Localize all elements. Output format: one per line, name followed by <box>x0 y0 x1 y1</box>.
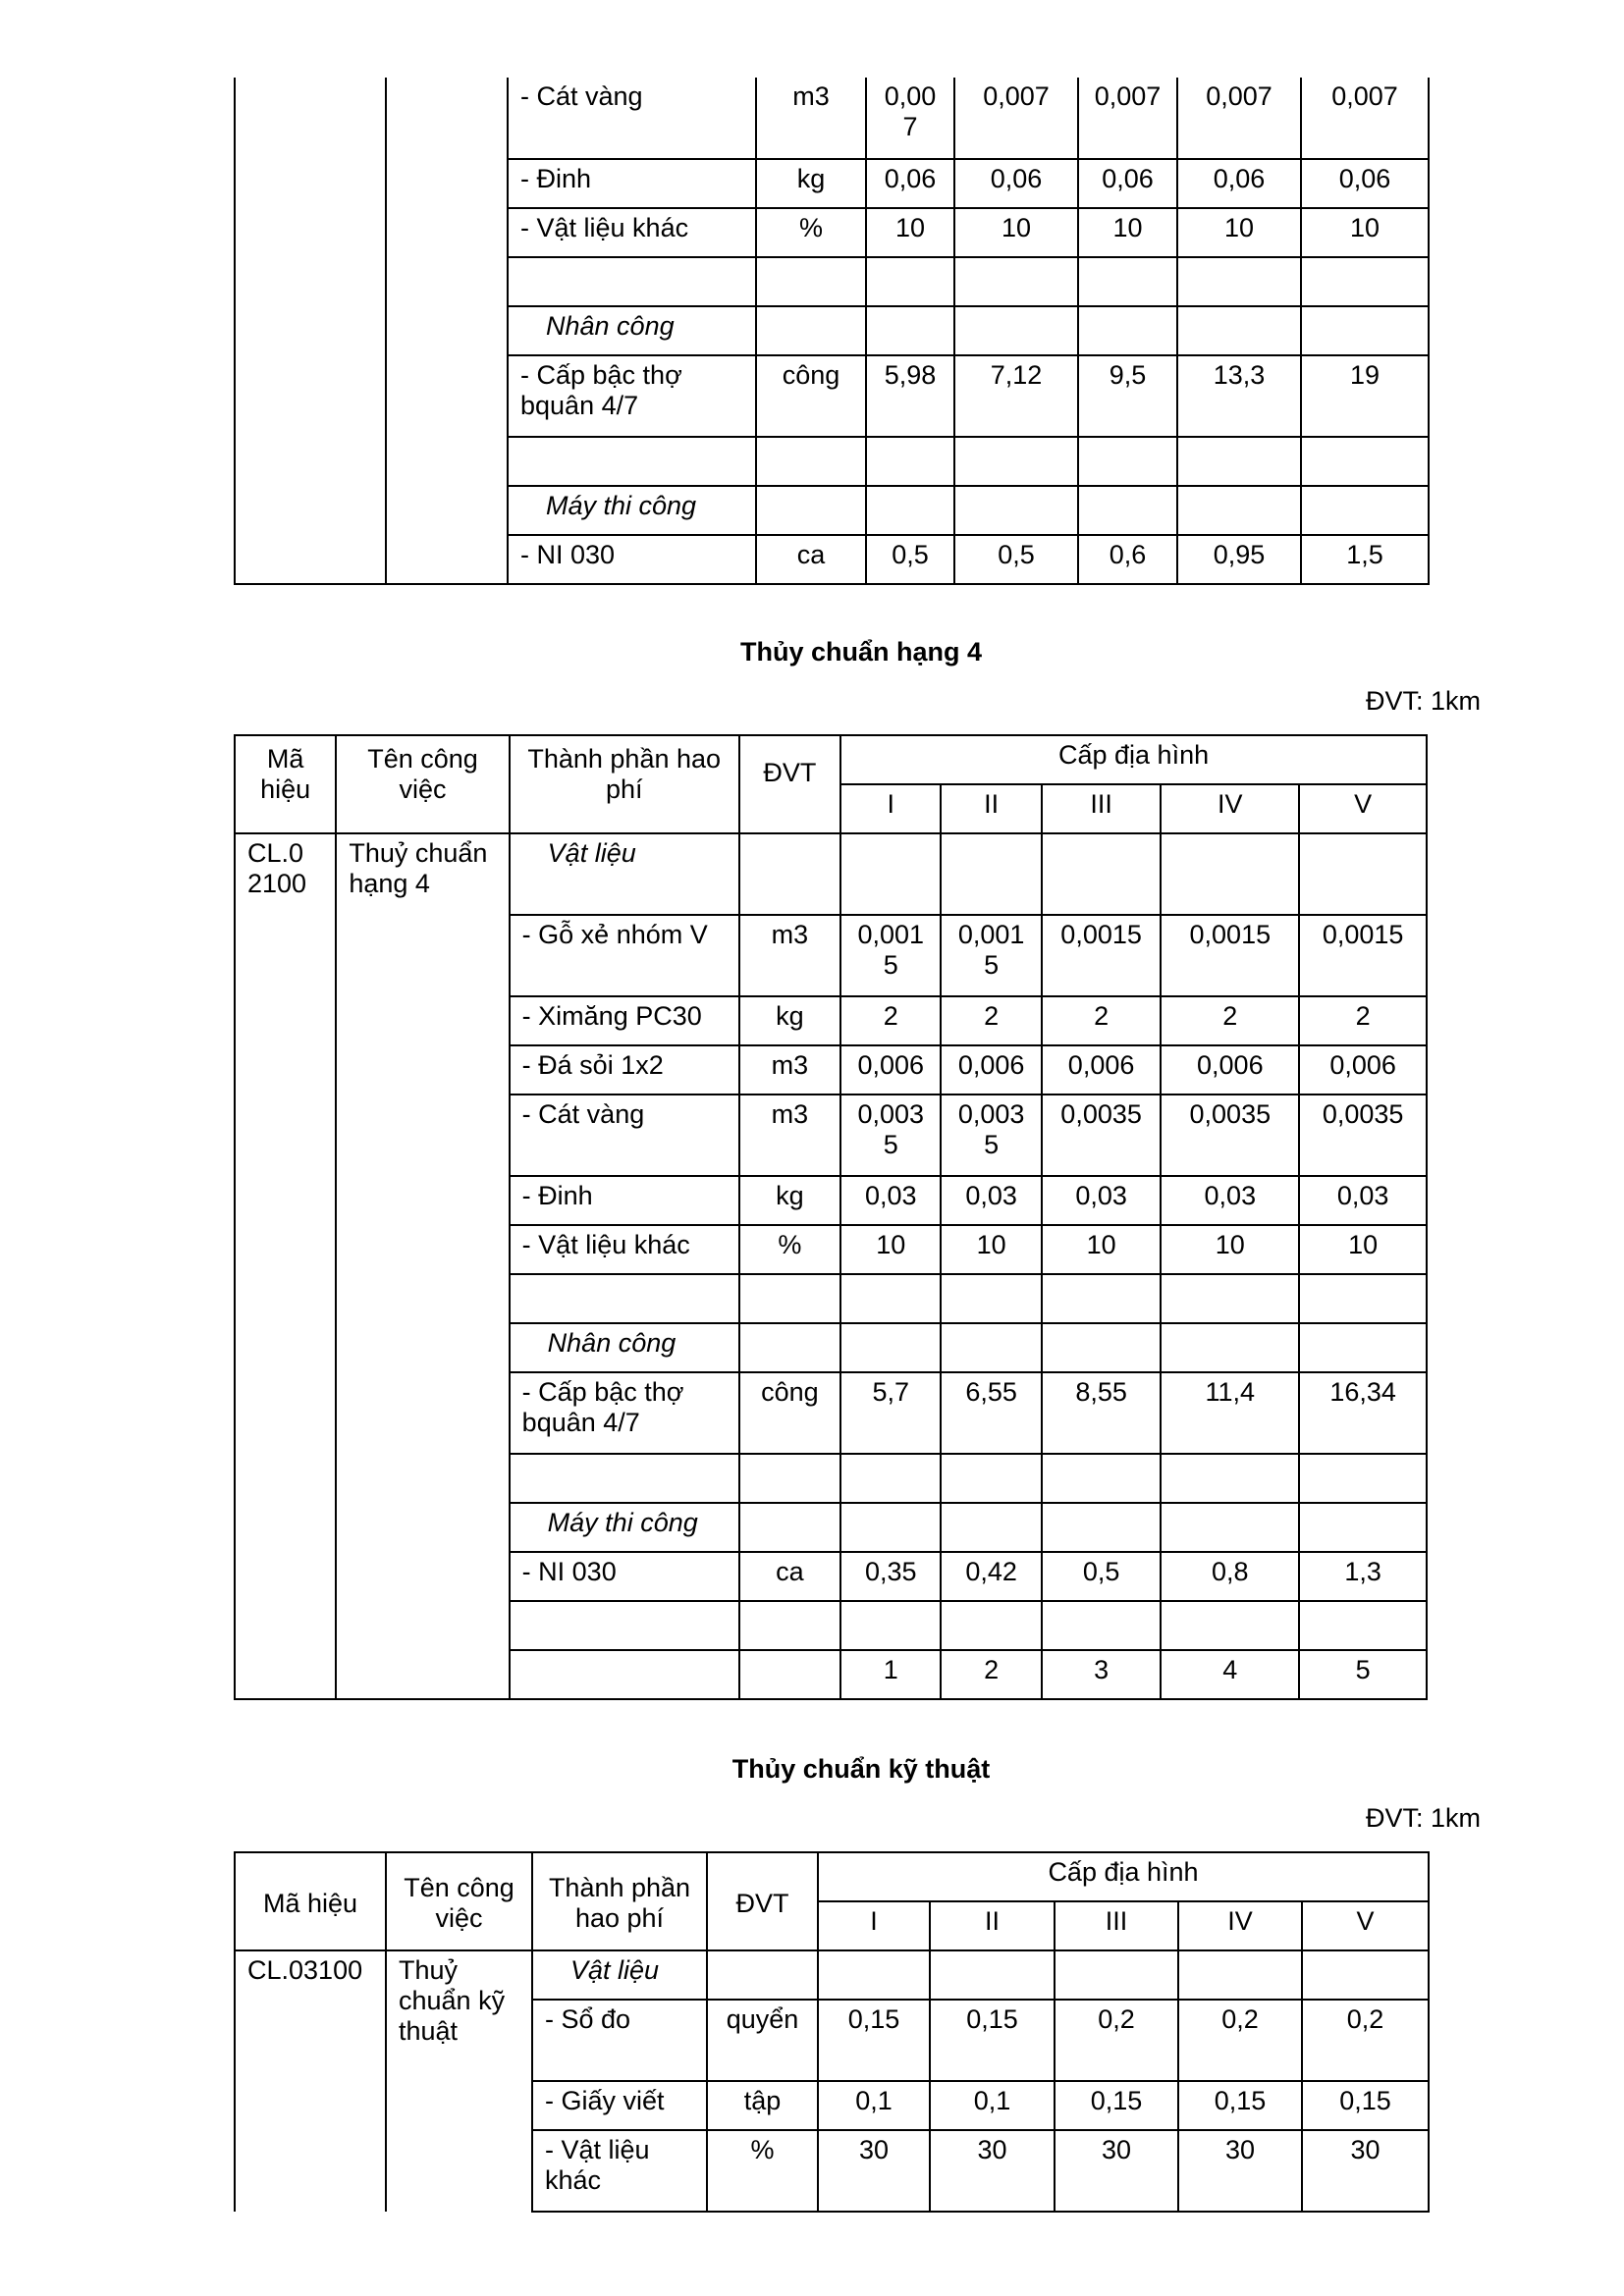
value-cell <box>1161 1323 1299 1372</box>
level-header: III <box>1055 1901 1178 1950</box>
value-cell: 0,5 <box>1042 1552 1162 1601</box>
value-cell <box>1078 257 1177 306</box>
work-name-cell: Thuỷ chuẩn kỹ thuật <box>386 1950 532 2212</box>
component-cell <box>508 257 756 306</box>
value-cell: 0,06 <box>1301 159 1429 208</box>
value-cell <box>1302 1950 1429 2000</box>
unit-cell: ca <box>756 535 866 584</box>
value-cell <box>1161 1274 1299 1323</box>
value-cell: 0,06 <box>866 159 954 208</box>
unit-cell: m3 <box>739 915 840 996</box>
unit-cell <box>739 833 840 915</box>
unit-cell <box>756 437 866 486</box>
component-cell: - NI 030 <box>510 1552 739 1601</box>
component-cell: - Đinh <box>510 1176 739 1225</box>
value-cell <box>1301 437 1429 486</box>
value-cell: 19 <box>1301 355 1429 437</box>
value-cell <box>1078 306 1177 355</box>
value-cell <box>840 1601 941 1650</box>
component-cell: - Giấy viết <box>532 2081 707 2130</box>
value-cell: 0,0015 <box>1161 915 1299 996</box>
value-cell <box>866 257 954 306</box>
component-cell: - NI 030 <box>508 535 756 584</box>
value-cell: 10 <box>866 208 954 257</box>
value-cell: 13,3 <box>1177 355 1301 437</box>
value-cell <box>1299 833 1427 915</box>
table-ky-thuat-body <box>235 1950 1429 2212</box>
unit-note-ky-thuat: ĐVT: 1km <box>1365 1803 1481 1833</box>
unit-cell <box>739 1650 840 1699</box>
level-header: V <box>1299 784 1427 833</box>
table-row <box>235 833 1427 915</box>
value-cell <box>1177 257 1301 306</box>
value-cell <box>941 1323 1041 1372</box>
value-cell: 0,006 <box>1299 1045 1427 1095</box>
component-cell: Máy thi công <box>508 486 756 535</box>
value-cell: 0,6 <box>1078 535 1177 584</box>
value-cell: 30 <box>1055 2130 1178 2212</box>
value-cell: 0,1 <box>818 2081 930 2130</box>
unit-cell: % <box>707 2130 818 2212</box>
value-cell: 5 <box>1299 1650 1427 1699</box>
unit-cell: m3 <box>739 1095 840 1176</box>
value-cell: 0,06 <box>1177 159 1301 208</box>
component-cell: Nhân công <box>508 306 756 355</box>
value-cell <box>840 1323 941 1372</box>
component-cell: - Sổ đo <box>532 2000 707 2081</box>
value-cell: 2 <box>1042 996 1162 1045</box>
value-cell: 0,15 <box>1302 2081 1429 2130</box>
table-continuation-body <box>235 78 1429 584</box>
value-cell: 2 <box>1299 996 1427 1045</box>
value-cell: 1 <box>840 1650 941 1699</box>
component-cell: - Vật liệu khác <box>510 1225 739 1274</box>
value-cell: 0,15 <box>930 2000 1055 2081</box>
value-cell <box>1078 486 1177 535</box>
unit-cell: kg <box>739 996 840 1045</box>
unit-cell: công <box>739 1372 840 1454</box>
unit-cell <box>739 1274 840 1323</box>
component-cell: - Vật liệu khác <box>532 2130 707 2212</box>
value-cell: 10 <box>941 1225 1041 1274</box>
level-header: V <box>1302 1901 1429 1950</box>
value-cell <box>1177 486 1301 535</box>
component-cell <box>510 1274 739 1323</box>
table-row <box>235 78 1429 159</box>
table-thuy-chuan-hang-4 <box>234 734 1428 1700</box>
value-cell: 30 <box>818 2130 930 2212</box>
value-cell: 0,007 <box>1301 78 1429 159</box>
value-cell: 0,8 <box>1161 1552 1299 1601</box>
table-thuy-chuan-ky-thuat <box>234 1851 1430 2213</box>
code-cell: CL.0 2100 <box>235 833 336 1699</box>
value-cell: 0,42 <box>941 1552 1041 1601</box>
value-cell: 3 <box>1042 1650 1162 1699</box>
component-cell: - Cấp bậc thợ bquân 4/7 <box>508 355 756 437</box>
component-cell: Vật liệu <box>532 1950 707 2000</box>
value-cell: 2 <box>840 996 941 1045</box>
component-cell <box>508 437 756 486</box>
value-cell <box>1042 1323 1162 1372</box>
value-cell <box>954 257 1078 306</box>
value-cell: 0,03 <box>1299 1176 1427 1225</box>
header-unit: ĐVT <box>707 1852 818 1950</box>
value-cell <box>1161 1454 1299 1503</box>
value-cell <box>1161 833 1299 915</box>
component-cell: Máy thi công <box>510 1503 739 1552</box>
value-cell: 0,5 <box>866 535 954 584</box>
unit-cell <box>756 486 866 535</box>
component-cell: - Đinh <box>508 159 756 208</box>
component-cell: - Gỗ xẻ nhóm V <box>510 915 739 996</box>
level-header: I <box>840 784 941 833</box>
component-cell: Nhân công <box>510 1323 739 1372</box>
value-cell: 10 <box>1301 208 1429 257</box>
header-terrain: Cấp địa hình <box>818 1852 1429 1901</box>
component-cell: - Cấp bậc thợ bquân 4/7 <box>510 1372 739 1454</box>
value-cell: 30 <box>930 2130 1055 2212</box>
value-cell: 0,006 <box>1042 1045 1162 1095</box>
value-cell: 2 <box>941 996 1041 1045</box>
component-cell: Vật liệu <box>510 833 739 915</box>
component-cell <box>510 1454 739 1503</box>
value-cell: 0,2 <box>1178 2000 1302 2081</box>
value-cell: 9,5 <box>1078 355 1177 437</box>
value-cell: 5,7 <box>840 1372 941 1454</box>
value-cell: 0,003 5 <box>840 1095 941 1176</box>
value-cell: 6,55 <box>941 1372 1041 1454</box>
header-code: Mã hiệu <box>235 1852 386 1950</box>
value-cell <box>1177 437 1301 486</box>
value-cell: 0,0015 <box>1042 915 1162 996</box>
header-name: Tên công việc <box>386 1852 532 1950</box>
value-cell: 0,006 <box>840 1045 941 1095</box>
header-name: Tên công việc <box>336 735 509 833</box>
value-cell: 10 <box>1299 1225 1427 1274</box>
unit-cell: kg <box>739 1176 840 1225</box>
value-cell <box>930 1950 1055 2000</box>
value-cell: 0,0035 <box>1299 1095 1427 1176</box>
value-cell: 0,03 <box>1161 1176 1299 1225</box>
unit-cell <box>756 306 866 355</box>
value-cell: 16,34 <box>1299 1372 1427 1454</box>
component-cell: - Ximăng PC30 <box>510 996 739 1045</box>
value-cell <box>840 833 941 915</box>
work-name-cell: Thuỷ chuẩn hạng 4 <box>336 833 509 1699</box>
value-cell <box>1299 1601 1427 1650</box>
header-unit: ĐVT <box>739 735 840 833</box>
unit-cell: quyển <box>707 2000 818 2081</box>
value-cell <box>840 1454 941 1503</box>
value-cell: 0,003 5 <box>941 1095 1041 1176</box>
value-cell: 0,95 <box>1177 535 1301 584</box>
value-cell <box>941 1274 1041 1323</box>
value-cell <box>866 306 954 355</box>
component-cell: - Cát vàng <box>508 78 756 159</box>
value-cell <box>1161 1601 1299 1650</box>
component-cell <box>510 1601 739 1650</box>
level-header: II <box>930 1901 1055 1950</box>
value-cell <box>1177 306 1301 355</box>
level-header: III <box>1042 784 1162 833</box>
value-cell <box>1299 1454 1427 1503</box>
value-cell <box>1078 437 1177 486</box>
value-cell <box>941 1601 1041 1650</box>
header-terrain: Cấp địa hình <box>840 735 1427 784</box>
value-cell: 5,98 <box>866 355 954 437</box>
value-cell <box>941 1454 1041 1503</box>
unit-cell: ca <box>739 1552 840 1601</box>
value-cell: 4 <box>1161 1650 1299 1699</box>
value-cell <box>1042 833 1162 915</box>
level-header: I <box>818 1901 930 1950</box>
unit-cell: kg <box>756 159 866 208</box>
value-cell <box>840 1274 941 1323</box>
level-header: IV <box>1178 1901 1302 1950</box>
value-cell: 0,0035 <box>1161 1095 1299 1176</box>
value-cell: 0,35 <box>840 1552 941 1601</box>
value-cell: 30 <box>1302 2130 1429 2212</box>
value-cell: 10 <box>1078 208 1177 257</box>
unit-cell: m3 <box>756 78 866 159</box>
unit-cell <box>739 1503 840 1552</box>
unit-cell: m3 <box>739 1045 840 1095</box>
value-cell: 0,001 5 <box>941 915 1041 996</box>
component-cell: - Cát vàng <box>510 1095 739 1176</box>
unit-cell <box>739 1454 840 1503</box>
value-cell: 0,0015 <box>1299 915 1427 996</box>
unit-cell <box>756 257 866 306</box>
value-cell <box>1299 1274 1427 1323</box>
unit-cell: tập <box>707 2081 818 2130</box>
value-cell: 10 <box>954 208 1078 257</box>
table-row <box>235 1950 1429 2000</box>
value-cell <box>1301 257 1429 306</box>
value-cell <box>1161 1503 1299 1552</box>
value-cell <box>818 1950 930 2000</box>
unit-cell <box>739 1323 840 1372</box>
value-cell <box>1042 1454 1162 1503</box>
unit-cell: % <box>739 1225 840 1274</box>
value-cell <box>866 486 954 535</box>
value-cell: 1,5 <box>1301 535 1429 584</box>
component-cell: - Vật liệu khác <box>508 208 756 257</box>
value-cell: 11,4 <box>1161 1372 1299 1454</box>
unit-cell <box>707 1950 818 2000</box>
value-cell <box>1042 1601 1162 1650</box>
value-cell: 0,006 <box>941 1045 1041 1095</box>
section-title-hang-4: Thủy chuẩn hạng 4 <box>739 637 983 667</box>
section-title-ky-thuat: Thủy chuẩn kỹ thuật <box>731 1754 991 1784</box>
value-cell: 0,001 5 <box>840 915 941 996</box>
component-cell <box>510 1650 739 1699</box>
value-cell: 10 <box>840 1225 941 1274</box>
header-code: Mã hiệu <box>235 735 336 833</box>
component-cell: - Đá sỏi 1x2 <box>510 1045 739 1095</box>
value-cell: 0,15 <box>818 2000 930 2081</box>
value-cell: 1,3 <box>1299 1552 1427 1601</box>
value-cell <box>866 437 954 486</box>
value-cell: 2 <box>941 1650 1041 1699</box>
value-cell: 0,5 <box>954 535 1078 584</box>
unit-cell: công <box>756 355 866 437</box>
value-cell <box>1299 1323 1427 1372</box>
value-cell: 0,15 <box>1178 2081 1302 2130</box>
value-cell <box>840 1503 941 1552</box>
value-cell: 2 <box>1161 996 1299 1045</box>
value-cell: 10 <box>1042 1225 1162 1274</box>
unit-cell <box>739 1601 840 1650</box>
value-cell: 0,2 <box>1055 2000 1178 2081</box>
value-cell: 0,007 <box>1177 78 1301 159</box>
value-cell: 0,2 <box>1302 2000 1429 2081</box>
value-cell <box>1042 1503 1162 1552</box>
value-cell: 0,03 <box>941 1176 1041 1225</box>
value-cell: 8,55 <box>1042 1372 1162 1454</box>
empty-name-cell <box>386 78 508 584</box>
value-cell: 0,007 <box>954 78 1078 159</box>
value-cell <box>954 437 1078 486</box>
value-cell: 0,06 <box>1078 159 1177 208</box>
value-cell <box>941 833 1041 915</box>
header-component: Thành phần hao phí <box>532 1852 707 1950</box>
value-cell: 0,0035 <box>1042 1095 1162 1176</box>
value-cell <box>1055 1950 1178 2000</box>
value-cell <box>954 486 1078 535</box>
value-cell: 0,03 <box>840 1176 941 1225</box>
table-hang-4-body <box>235 833 1427 1699</box>
value-cell <box>1178 1950 1302 2000</box>
empty-code-cell <box>235 78 386 584</box>
header-component: Thành phần hao phí <box>510 735 739 833</box>
value-cell: 0,00 7 <box>866 78 954 159</box>
level-header: IV <box>1161 784 1299 833</box>
value-cell <box>1301 486 1429 535</box>
value-cell: 0,1 <box>930 2081 1055 2130</box>
value-cell: 10 <box>1161 1225 1299 1274</box>
value-cell: 0,06 <box>954 159 1078 208</box>
level-header: II <box>941 784 1041 833</box>
value-cell <box>941 1503 1041 1552</box>
value-cell: 0,15 <box>1055 2081 1178 2130</box>
value-cell <box>1301 306 1429 355</box>
value-cell: 10 <box>1177 208 1301 257</box>
value-cell: 0,007 <box>1078 78 1177 159</box>
value-cell <box>954 306 1078 355</box>
value-cell: 7,12 <box>954 355 1078 437</box>
table-continuation <box>234 78 1430 585</box>
value-cell: 30 <box>1178 2130 1302 2212</box>
value-cell <box>1299 1503 1427 1552</box>
unit-cell: % <box>756 208 866 257</box>
value-cell: 0,006 <box>1161 1045 1299 1095</box>
unit-note-hang-4: ĐVT: 1km <box>1365 686 1481 716</box>
value-cell: 0,03 <box>1042 1176 1162 1225</box>
code-cell: CL.03100 <box>235 1950 386 2212</box>
value-cell <box>1042 1274 1162 1323</box>
